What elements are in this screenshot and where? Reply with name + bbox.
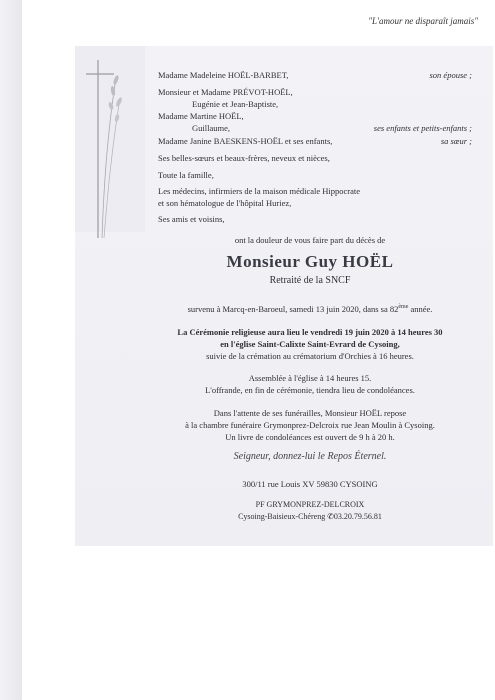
cross-with-wheat-icon	[84, 58, 124, 243]
assembly-line: L'offrande, en fin de cérémonie, tiendra lieu de condoléances.	[205, 385, 415, 395]
death-notice-sup: ème	[398, 304, 409, 310]
funeral-home-contact: Cysoing-Baisieux-Chéreng ✆03.20.79.56.81	[238, 512, 382, 521]
family-line: Madame Madeleine HOËL-BARBET,	[158, 70, 289, 80]
deceased-name: Monsieur Guy HOËL	[226, 252, 394, 271]
family-line: Les médecins, infirmiers de la maison médicale Hippocrate	[158, 186, 361, 196]
prayer-text: Seigneur, donnez-lui le Repos Éternel.	[233, 451, 387, 462]
death-notice-suffix: année.	[408, 303, 433, 314]
assembly-line: Assemblée à l'église à 14 heures 15.	[248, 373, 372, 383]
ceremony-line: La Cérémonie religieuse aura lieu le vendredi 19 juin 2020 à 14 heures 30	[177, 327, 443, 337]
family-line: et son hématologue de l'hôpital Huriez,	[158, 198, 292, 208]
funeral-home-name: PF GRYMONPREZ-DELCROIX	[255, 500, 365, 509]
left-margin-band	[0, 0, 22, 700]
relation-text: son épouse ;	[429, 70, 472, 80]
announcement-text: ont la douleur de vous faire part du décès de	[234, 235, 386, 245]
funeral-home-line: Dans l'attente de ses funérailles, Monsieur HOËL repose	[213, 408, 407, 418]
address-text: 300/11 rue Louis XV 59830 CYSOING	[242, 479, 378, 489]
family-line: Ses amis et voisins,	[158, 214, 225, 224]
relation-text: sa sœur ;	[440, 136, 472, 146]
funeral-home-line: à la chambre funéraire Grymonprez-Delcroix rue Jean Moulin à Cysoing.	[185, 420, 435, 430]
death-notice-text: survenu à Marcq-en-Baroeul, samedi 13 juin 2020, dans sa 82	[187, 303, 399, 314]
ceremony-line: en l'église Saint-Calixte Saint-Evrard de Cysoing,	[220, 339, 400, 349]
family-line: Madame Janine BAESKENS-HOËL et ses enfants,	[158, 136, 333, 146]
relation-text: ses enfants et petits-enfants ;	[373, 123, 472, 133]
funeral-home-line: Un livre de condoléances est ouvert de 9 h à 20 h.	[225, 432, 395, 442]
death-notice	[140, 302, 480, 314]
motto-text: "L'amour ne disparaît jamais"	[368, 16, 478, 26]
family-line: Ses belles-sœurs et beaux-frères, neveux et nièces,	[158, 153, 330, 163]
family-line: Guillaume,	[192, 123, 231, 133]
family-line: Monsieur et Madame PRÉVOT-HOËL,	[158, 87, 293, 97]
ceremony-line: suivie de la crémation au crématorium d'Orchies à 16 heures.	[206, 351, 414, 361]
family-line: Eugénie et Jean-Baptiste,	[192, 99, 279, 109]
family-line: Madame Martine HOËL,	[158, 111, 244, 121]
deceased-title: Retraité de la SNCF	[269, 275, 351, 286]
family-line: Toute la famille,	[158, 170, 214, 180]
